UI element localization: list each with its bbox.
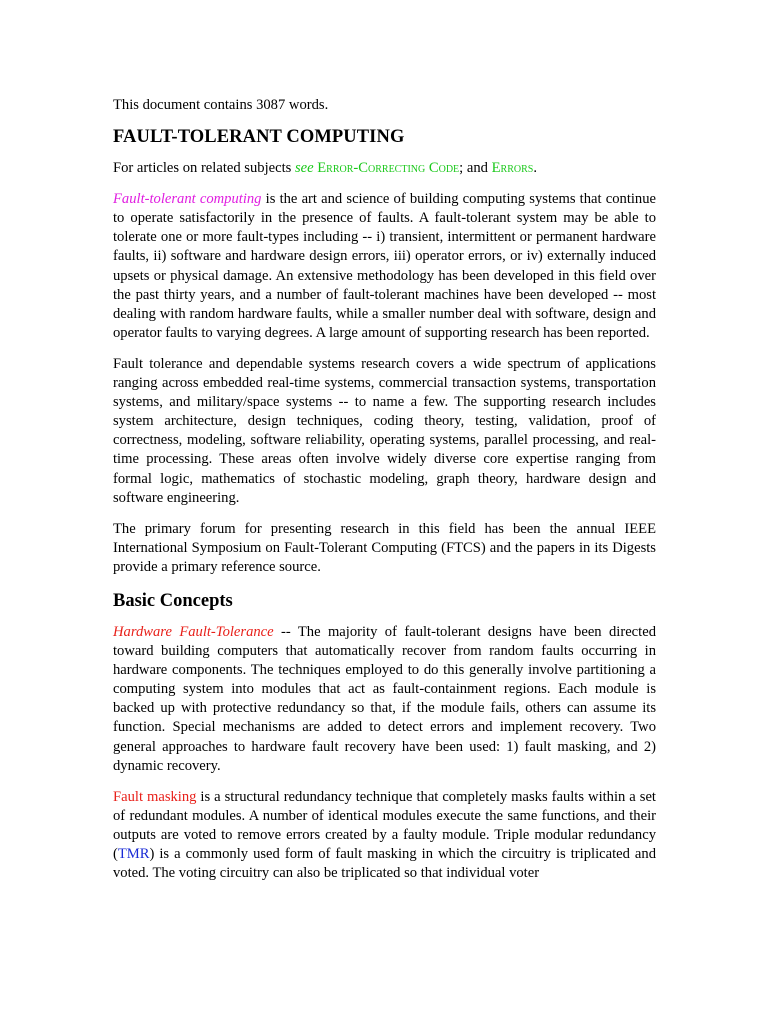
see-word: see <box>294 160 314 177</box>
research-scope-paragraph: Fault tolerance and dependable systems research covers a wide spectrum of applications ranging across embedded real-time systems, commercial transaction systems, transportation systems, and military/space systems -- to name a few. The supporting research includes system architecture, design techniques, coding theory, testing, validation, proof of correctness, modeling, software reliability, operating systems, parallel processing, and real-time processing. These areas often involve widely diverse core expertise ranging from formal logic, mathematics of stochastic modeling, graph theory, hardware design and software engineering. <box>113 355 656 506</box>
intro-paragraph <box>113 190 656 343</box>
hardware-fault-tolerance-body: -- The majority of fault-tolerant designs have been directed toward building computers that automatically recover from random faults occurring in hardware components. The techniques employed to do this generally involve partitioning a computing system into modules that act as fault-containment regions. Each module is backed up with protective redundancy so that, if the module fails, others can assume its function. Special mechanisms are added to detect errors and implement recovery. Two general approaches to hardware fault recovery have been used: 1) fault masking, and 2) dynamic recovery. <box>113 623 656 774</box>
word-count-note: This document contains 3087 words. <box>113 97 329 113</box>
article-title: FAULT-TOLERANT COMPUTING <box>113 127 405 148</box>
intro-body: is the art and science of building computing systems that continue to operate satisfactorily in the presence of faults. A fault-tolerant system may be able to tolerate one or more fault-types including -- i) transient, intermittent or permanent hardware faults, ii) software and hardware design errors, iii) operator errors, or iv) externally induced upsets or physical damage. An extensive methodology has been developed in this field over the past thirty years, and a number of fault-tolerant machines have been developed -- most dealing with random hardware faults, while a smaller number deal with software, design and operator faults to varying degrees. A large amount of supporting research has been reported. <box>113 191 656 341</box>
term-hardware-fault-tolerance[interactable]: Hardware Fault-Tolerance <box>113 623 274 640</box>
term-fault-tolerant-computing[interactable]: Fault-tolerant computing <box>113 191 262 208</box>
fault-masking-body-1: is a structural redundancy technique that completely masks faults within a set of redundant modules. A number of identical modules execute the same functions, and their outputs are voted to remove errors created by a faulty module. Triple modular redundancy ( <box>113 788 656 862</box>
section-heading-basic-concepts: Basic Concepts <box>113 590 233 611</box>
related-subjects-line <box>113 159 656 178</box>
related-middle: ; and <box>459 160 492 177</box>
primary-forum-paragraph: The primary forum for presenting research in this field has been the annual IEEE International Symposium on Fault-Tolerant Computing (FTCS) and the papers in its Digests provide a primary reference source. <box>113 520 656 575</box>
fault-masking-paragraph <box>113 788 656 883</box>
term-tmr[interactable]: TMR <box>117 846 150 862</box>
document-content <box>113 96 656 883</box>
term-fault-masking[interactable]: Fault masking <box>113 788 197 805</box>
link-error-correcting-code[interactable]: Error-Correcting Code <box>317 160 460 177</box>
fault-masking-body-2: ) is a commonly used form of fault masking in which the circuitry is triplicated and voted. The voting circuitry can also be triplicated so that individual voter <box>113 846 656 882</box>
related-suffix: . <box>533 160 537 177</box>
link-errors[interactable]: Errors <box>491 160 534 177</box>
related-prefix: For articles on related subjects <box>113 160 295 177</box>
hardware-fault-tolerance-paragraph <box>113 623 656 776</box>
